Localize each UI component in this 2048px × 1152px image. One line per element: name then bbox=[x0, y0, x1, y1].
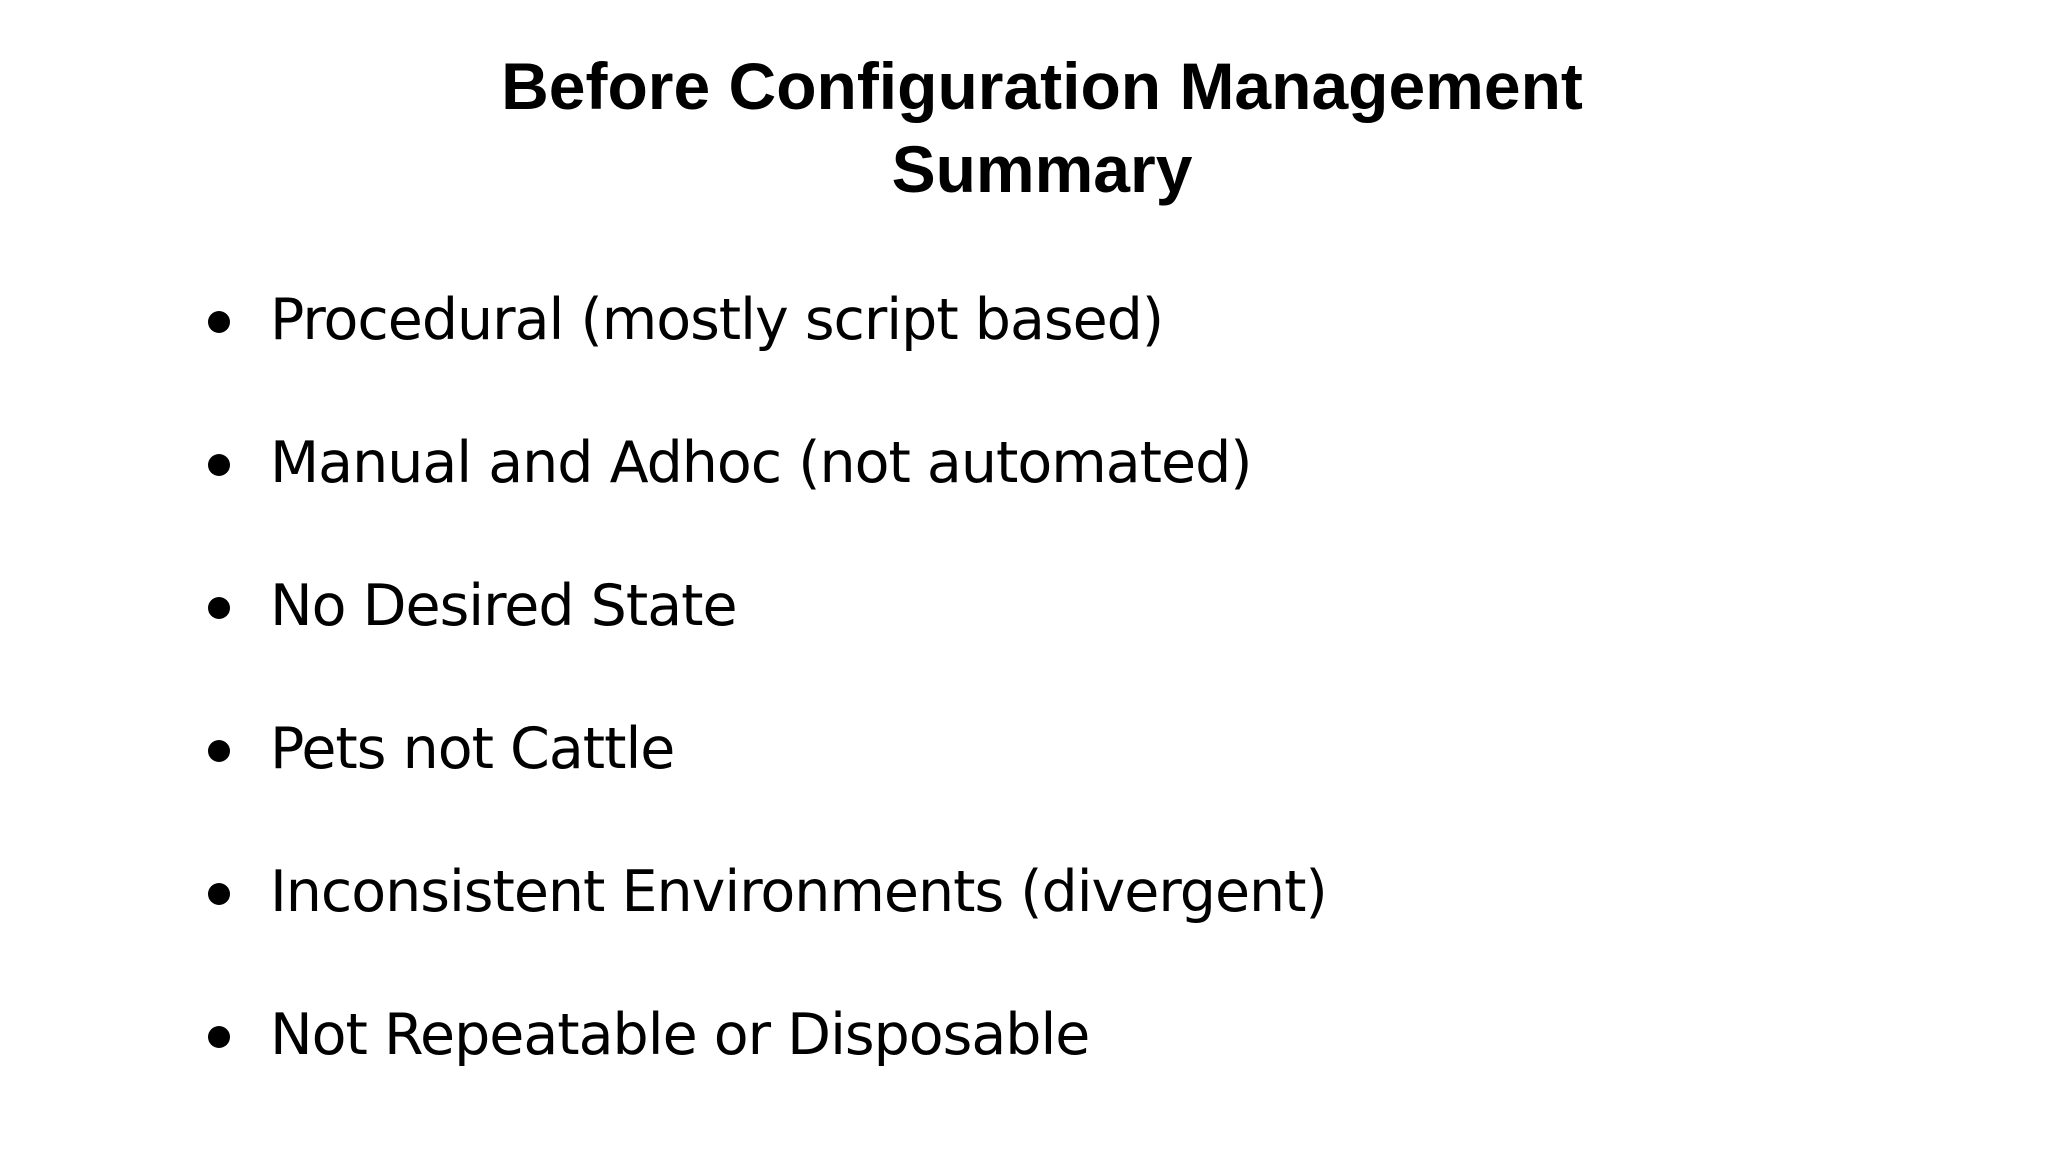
bullet-dot-icon bbox=[208, 597, 230, 619]
bullet-dot-icon bbox=[208, 1026, 230, 1048]
bullet-dot-icon bbox=[208, 740, 230, 762]
bullet-dot-icon bbox=[208, 454, 230, 476]
slide-title-line-2: Summary bbox=[891, 132, 1193, 206]
bullet-text: Pets not Cattle bbox=[270, 716, 675, 782]
slide-title-line-1: Before Configuration Management bbox=[501, 49, 1583, 123]
bullet-dot-icon bbox=[208, 883, 230, 905]
bullet-text: Inconsistent Environments (divergent) bbox=[270, 859, 1327, 925]
slide-title bbox=[0, 45, 2048, 211]
bullet-text: Procedural (mostly script based) bbox=[270, 287, 1164, 353]
bullet-text: Manual and Adhoc (not automated) bbox=[270, 430, 1252, 496]
bullet-text: No Desired State bbox=[270, 573, 737, 639]
bullet-dot-icon bbox=[208, 311, 230, 333]
bullet-text: Not Repeatable or Disposable bbox=[270, 1002, 1090, 1068]
